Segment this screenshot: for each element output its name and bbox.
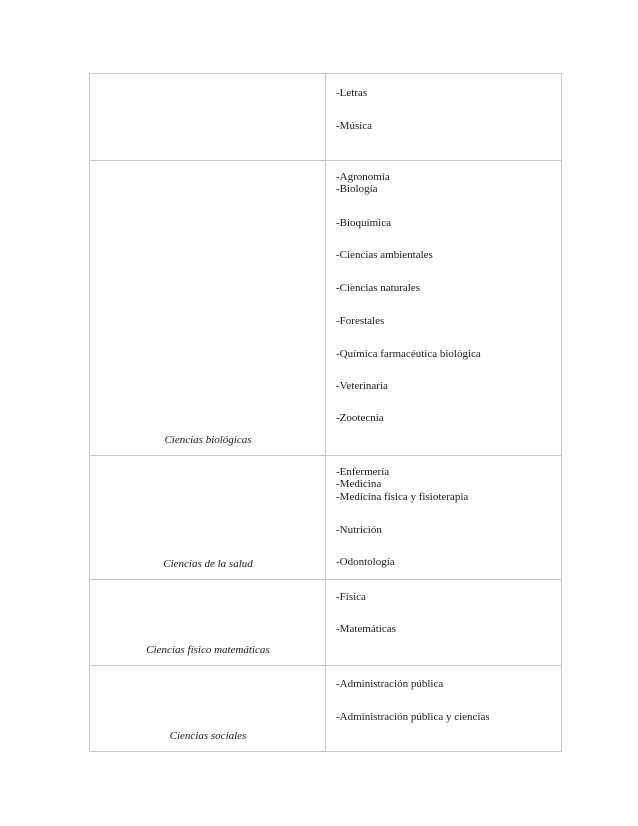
- list-item: -Zootecnia: [336, 412, 384, 424]
- table-row: [90, 579, 561, 665]
- items-cell: [326, 161, 561, 455]
- list-item: -Medicina física y fisioterapia: [336, 491, 469, 503]
- items-cell: [326, 456, 561, 579]
- list-item: -Veterinaria: [336, 380, 388, 392]
- table-row: [90, 160, 561, 455]
- list-item: -Ciencias ambientales: [336, 249, 433, 261]
- category-cell: [90, 580, 326, 665]
- category-cell: [90, 456, 326, 579]
- category-label: Ciencias de la salud: [163, 558, 253, 570]
- list-item: -Forestales: [336, 315, 385, 327]
- table-row: [90, 455, 561, 579]
- careers-table: [89, 73, 562, 752]
- list-item: -Letras: [336, 87, 368, 99]
- category-label: Ciencias biológicas: [164, 434, 252, 446]
- category-label: Ciencias físico matemáticas: [146, 644, 270, 656]
- items-cell: [326, 74, 561, 160]
- list-item: -Medicina: [336, 478, 382, 490]
- list-item: -Química farmacéutica biológica: [336, 348, 481, 360]
- list-item: -Biología: [336, 183, 378, 195]
- list-item: -Música: [336, 120, 373, 132]
- list-item: -Bioquímica: [336, 217, 391, 229]
- list-item: -Física: [336, 591, 366, 603]
- list-item: -Enfermería: [336, 466, 390, 478]
- items-cell: [326, 666, 561, 751]
- category-cell: [90, 161, 326, 455]
- list-item: -Matemáticas: [336, 623, 396, 635]
- table-row: [90, 74, 561, 160]
- items-cell: [326, 580, 561, 665]
- list-item: -Nutrición: [336, 524, 382, 536]
- list-item: -Odontología: [336, 556, 395, 568]
- table-row: [90, 665, 561, 751]
- list-item: -Administración pública: [336, 678, 444, 690]
- list-item: -Administración pública y ciencias: [336, 711, 490, 723]
- list-item: -Agronomía: [336, 171, 390, 183]
- category-cell: [90, 666, 326, 751]
- list-item: -Ciencias naturales: [336, 282, 420, 294]
- category-label: Ciencias sociales: [169, 730, 247, 742]
- category-cell: [90, 74, 326, 160]
